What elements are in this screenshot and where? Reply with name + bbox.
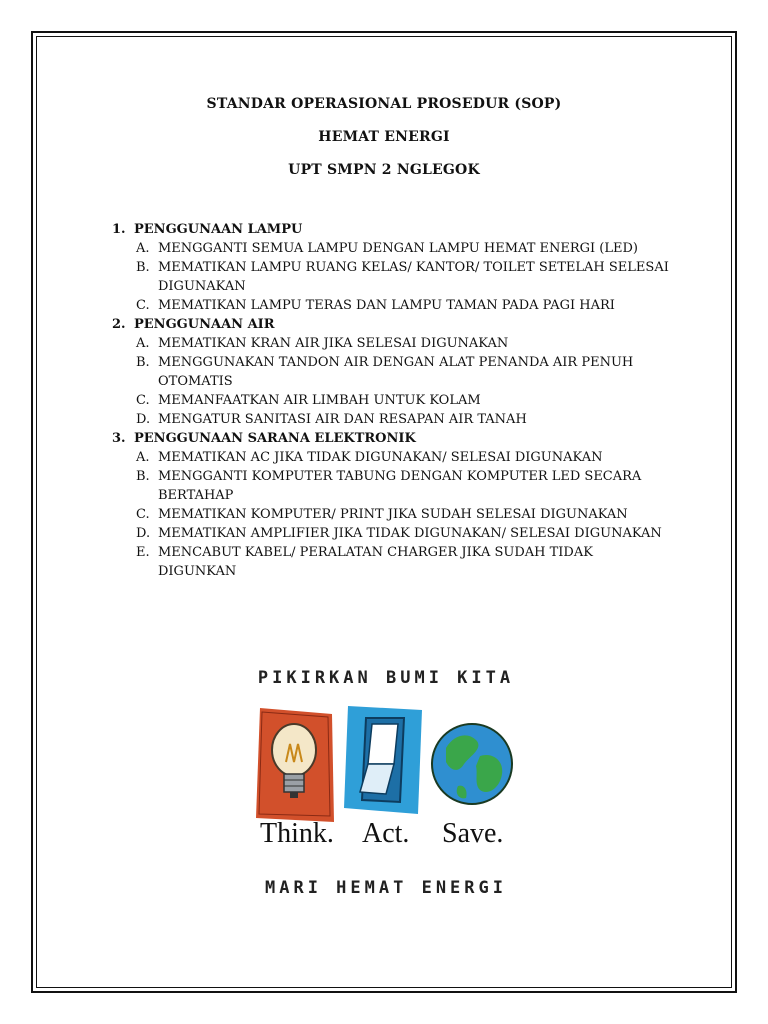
item-letter: D.	[136, 526, 151, 541]
section	[112, 220, 672, 315]
list-item	[112, 505, 672, 524]
section	[112, 315, 672, 429]
document-header	[0, 92, 768, 191]
item-text: MEMATIKAN AMPLIFIER JIKA TIDAK DIGUNAKAN/ SELESAI DIGUNAKAN	[158, 526, 662, 541]
sop-list	[112, 220, 672, 581]
list-item	[112, 410, 672, 429]
item-letter: B.	[136, 260, 150, 275]
item-text: MENGGANTI KOMPUTER TABUNG DENGAN KOMPUTER LED SECARA BERTAHAP	[158, 469, 642, 503]
item-letter: B.	[136, 469, 150, 484]
logo-artwork	[254, 704, 518, 824]
energy-logo	[254, 668, 518, 908]
item-letter: C.	[136, 298, 150, 313]
list-item	[112, 543, 672, 581]
globe-icon	[430, 708, 516, 820]
section-title-text: PENGGUNAAN SARANA ELEKTRONIK	[134, 431, 416, 446]
section-title-text: PENGGUNAAN LAMPU	[134, 222, 303, 237]
item-text: MEMATIKAN LAMPU TERAS DAN LAMPU TAMAN PADA PAGI HARI	[158, 298, 615, 313]
item-text: MEMATIKAN KOMPUTER/ PRINT JIKA SUDAH SELESAI DIGUNAKAN	[158, 507, 628, 522]
list-item	[112, 448, 672, 467]
list-item	[112, 353, 672, 391]
item-letter: A.	[136, 450, 150, 465]
item-text: MENCABUT KABEL/ PERALATAN CHARGER JIKA SUDAH TIDAK DIGUNKAN	[158, 545, 593, 579]
item-text: MENGGANTI SEMUA LAMPU DENGAN LAMPU HEMAT ENERGI (LED)	[158, 241, 638, 256]
section-title	[112, 220, 672, 239]
section-title	[112, 429, 672, 448]
logo-bottom-text: MARI HEMAT ENERGI	[265, 878, 507, 898]
item-letter: C.	[136, 507, 150, 522]
section-number: 3.	[112, 431, 126, 446]
list-item	[112, 258, 672, 296]
list-item	[112, 296, 672, 315]
list-item	[112, 334, 672, 353]
item-letter: B.	[136, 355, 150, 370]
item-letter: C.	[136, 393, 150, 408]
logo-word-act: Act.	[362, 818, 410, 849]
item-text: MEMATIKAN KRAN AIR JIKA SELESAI DIGUNAKAN	[158, 336, 509, 351]
section	[112, 429, 672, 581]
logo-top-text: PIKIRKAN BUMI KITA	[257, 668, 515, 688]
section-number: 1.	[112, 222, 126, 237]
list-item	[112, 239, 672, 258]
list-item	[112, 524, 672, 543]
section-number: 2.	[112, 317, 126, 332]
document-title: STANDAR OPERASIONAL PROSEDUR (SOP)	[206, 96, 562, 112]
item-text: MENGATUR SANITASI AIR DAN RESAPAN AIR TANAH	[158, 412, 527, 427]
light-bulb-icon	[256, 708, 334, 822]
light-switch-icon	[344, 706, 422, 814]
document-subtitle: HEMAT ENERGI	[318, 129, 450, 145]
item-text: MEMATIKAN AC JIKA TIDAK DIGUNAKAN/ SELESAI DIGUNAKAN	[158, 450, 603, 465]
section-title	[112, 315, 672, 334]
list-item	[112, 391, 672, 410]
item-letter: E.	[136, 545, 150, 560]
section-title-text: PENGGUNAAN AIR	[134, 317, 275, 332]
item-letter: A.	[136, 241, 150, 256]
item-letter: D.	[136, 412, 151, 427]
list-item	[112, 467, 672, 505]
item-text: MEMATIKAN LAMPU RUANG KELAS/ KANTOR/ TOILET SETELAH SELESAI DIGUNAKAN	[158, 260, 669, 294]
logo-word-think: Think.	[260, 818, 334, 849]
logo-words	[254, 818, 518, 858]
item-letter: A.	[136, 336, 150, 351]
document-school: UPT SMPN 2 NGLEGOK	[288, 162, 480, 178]
item-text: MEMANFAATKAN AIR LIMBAH UNTUK KOLAM	[158, 393, 481, 408]
item-text: MENGGUNAKAN TANDON AIR DENGAN ALAT PENANDA AIR PENUH OTOMATIS	[158, 355, 634, 389]
logo-word-save: Save.	[442, 818, 504, 849]
